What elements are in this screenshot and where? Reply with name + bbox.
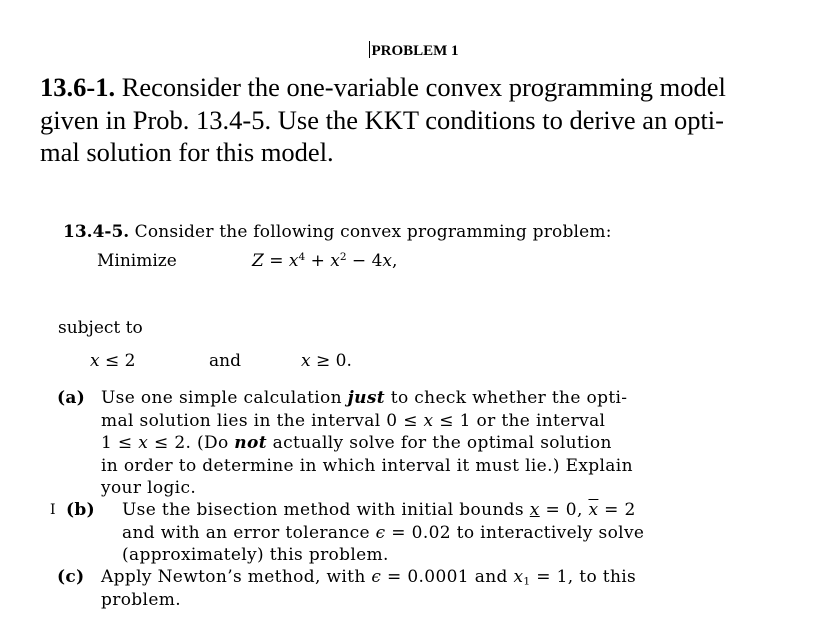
- constraint-lower: x ≥ 0.: [301, 351, 352, 371]
- page-title: PROBLEM 1: [371, 43, 459, 59]
- part-a-line-3: 1 ≤ x ≤ 2. (Do not actually solve for the optimal solution: [101, 433, 612, 453]
- constraint-upper: x ≤ 2: [90, 351, 136, 371]
- objective-label: Minimize: [97, 251, 177, 271]
- part-c-line-2: problem.: [101, 589, 181, 610]
- problem-line-2: given in Prob. 13.4-5. Use the KKT conditions to derive an opti-: [40, 104, 724, 135]
- objective-function: $Z = x^4 + x^2 - 4x$,: [252, 251, 398, 271]
- part-b-label: (b): [66, 500, 96, 520]
- and-word: and: [209, 351, 241, 371]
- subject-to-label: subject to: [58, 318, 143, 338]
- part-b-line-1: Use the bisection method with initial bounds x = 0, $\overline{x} = 2$: [122, 500, 636, 520]
- part-a-text: [101, 387, 633, 500]
- part-c-line-1: Apply Newton’s method, with ϵ = 0.0001 and $x_1 = 1$, to this: [101, 567, 637, 588]
- problem-number: 13.6-1.: [40, 72, 116, 102]
- reference-intro: 13.4-5. Consider the following convex programming problem:: [63, 222, 612, 242]
- part-c-label: (c): [57, 567, 85, 587]
- part-a-label: (a): [57, 388, 86, 408]
- part-b-line-3: (approximately) this problem.: [122, 545, 389, 565]
- part-c-text: [101, 566, 636, 611]
- part-a-line-5: your logic.: [101, 478, 197, 498]
- part-b-line-2: and with an error tolerance ϵ = 0.02 to interactively solve: [122, 522, 645, 543]
- problem-statement: [40, 71, 726, 169]
- part-a-line-1: Use one simple calculation just to check whether the opti-: [101, 388, 628, 408]
- part-a-line-4: in order to determine in which interval it must lie.) Explain: [101, 455, 633, 476]
- problem-line-1: 13.6-1. Reconsider the one-variable convex programming model: [40, 72, 726, 102]
- reference-number: 13.4-5.: [63, 222, 130, 242]
- part-b-marker: I: [50, 502, 56, 518]
- problem-line-3: mal solution for this model.: [40, 137, 334, 167]
- part-a-line-2: mal solution lies in the interval 0 ≤ x ≤ 1 or the interval: [101, 410, 606, 431]
- part-b-text: [122, 499, 644, 567]
